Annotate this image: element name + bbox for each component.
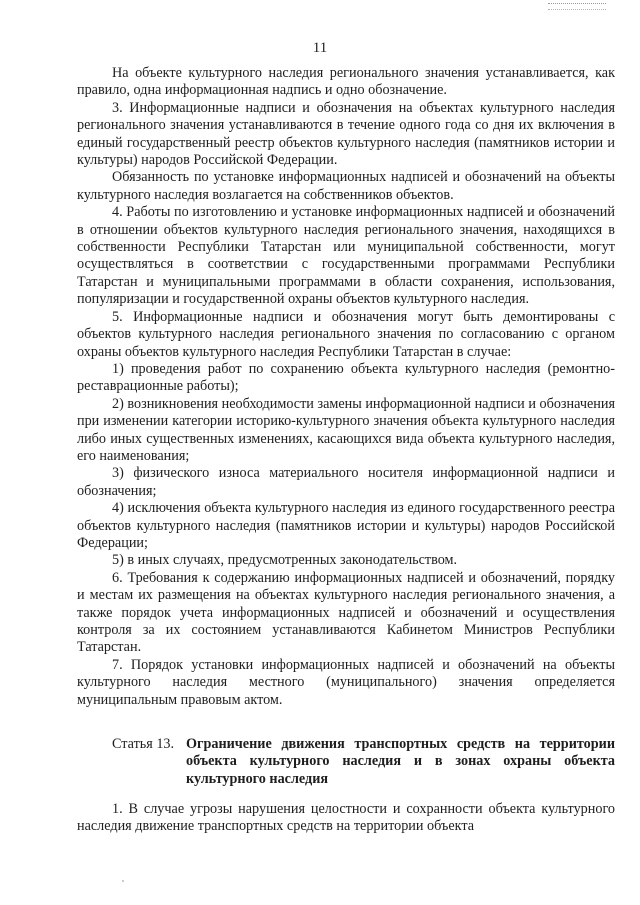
scan-header-mark xyxy=(548,3,606,10)
paragraph: 1. В случае угрозы нарушения целостности и сохранности объекта культурного наследия движение транспортных средств на территории объекта xyxy=(77,801,615,835)
list-item: 5) в иных случаях, предусмотренных законодательством. xyxy=(112,552,458,569)
paragraph: 5. Информационные надписи и обозначения могут быть демонтированы с объектов культурного наследия регионального значения по согласованию с органом охраны объектов культурного наследия Республики Татарстан в случае: xyxy=(77,308,615,360)
paragraph: Обязанность по установке информационных надписей и обозначений на объекты культурного наследия возлагается на собственников объектов. xyxy=(77,169,615,203)
list-item: 4) исключения объекта культурного наследия из единого государственного реестра объектов культурного наследия (памятников истории и культуры) народов Российской Федерации; xyxy=(77,500,615,551)
scan-speck xyxy=(122,880,124,882)
list-item: 1) проведения работ по сохранению объекта культурного наследия (ремонтно-реставрационные работы); xyxy=(77,360,615,395)
page-number: 11 xyxy=(312,40,328,56)
article-body xyxy=(77,801,615,836)
article-label: Статья 13. xyxy=(112,736,175,752)
paragraph: 3. Информационные надписи и обозначения на объектах культурного наследия регионального значения устанавливаются в течение одного года со дня их включения в единый государственный реестр объектов культурного наследия (памятников истории и культуры) народов Российской Федерации. xyxy=(77,99,615,169)
paragraph: 7. Порядок установки информационных надписей и обозначений на объекты культурного наследия местного (муниципального) значения определяется муниципальным правовым актом. xyxy=(77,656,615,708)
document-body xyxy=(77,65,615,709)
paragraph: 4. Работы по изготовлению и установке информационных надписей и обозначений в отношении объектов культурного наследия регионального значения, находящихся в собственности Республики Татарстан или муниципальной собственности, могут осуществляться в соответствии с государственными программами Республики Татарстан и муниципальными программами в области сохранения, использования, популяризации и государственной охраны объектов культурного наследия. xyxy=(77,204,615,308)
list-item: 3) физического износа материального носителя информационной надписи и обозначения; xyxy=(77,465,615,499)
paragraph: 6. Требования к содержанию информационных надписей и обозначений, порядку и местам их размещения на объектах культурного наследия регионального значения, а также порядок учета информационных надписей и обозначений и осуществления контроля за их состоянием устанавливаются Кабинетом Министров Республики Татарстан. xyxy=(77,569,615,656)
article-heading xyxy=(77,736,615,788)
article-title: Ограничение движения транспортных средств на территории объекта культурного наследия и в зонах охраны объекта культурного наследия xyxy=(186,736,615,787)
paragraph: На объекте культурного наследия регионального значения устанавливается, как правило, одна информационная надпись и одно обозначение. xyxy=(77,65,615,99)
list-item: 2) возникновения необходимости замены информационной надписи и обозначения при изменении категории историко-культурного значения объекта культурного наследия либо иных существенных изменениях, касающихся вида объекта культурного наследия, его наименования; xyxy=(77,395,615,464)
